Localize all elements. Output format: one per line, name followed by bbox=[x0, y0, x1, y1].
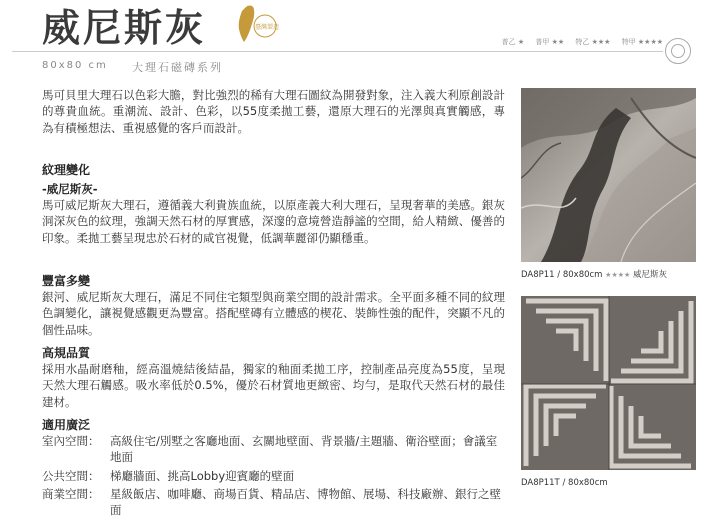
usage-value: 梯廳牆面、挑高Lobby迎賓廳的壁面 bbox=[110, 469, 295, 483]
product-code: DA8P11 bbox=[521, 270, 555, 280]
usage-label: 商業空間： bbox=[42, 487, 100, 501]
caption-marble: DA8P11 / 80x80cm ★★★★ 威尼斯灰 bbox=[521, 270, 667, 280]
intro-paragraph: 馬可貝里大理石以色彩大膽，對比強烈的稀有大理石圖紋為開發對象，注入義大利原創設計的尊貴血統。重潮流、設計、色彩，以55度柔拋工藝，還原大理石的光澤與真實觸感，專為有積極想法、重視感覺的客戶而設計。 bbox=[42, 88, 505, 135]
geometric-tile-photo bbox=[521, 296, 696, 470]
grade-4: 特甲 ★★★★ bbox=[621, 38, 663, 46]
variety-paragraph: 銀河、威尼斯灰大理石，滿足不同住宅類型與商業空間的設計需求。全平面多種不同的紋理色調變化，讓視覺感觀更為豐富。搭配壁磚有立體感的楔花、裝飾性強的配件，突顯不凡的個性品味。 bbox=[42, 290, 505, 337]
marble-tile-photo bbox=[521, 88, 696, 262]
texture-paragraph: 馬可威尼斯灰大理石，遵循義大利貴族血統，以原產義大利大理石，呈現奢華的美感。銀灰洞深灰色的紋理，強調天然石材的厚實感，深邃的意境營造靜謐的空間，給人精緻、優善的印象。柔拋工藝呈現忠於石材的咸官視覺，低調華麗卻仍顯穩重。 bbox=[42, 198, 505, 245]
grade-1: 普乙 ★ bbox=[501, 38, 525, 46]
grade-3: 特乙 ★★★ bbox=[575, 38, 611, 46]
badge-label: 臺灣製造 bbox=[255, 24, 280, 31]
usage-item-public bbox=[42, 468, 505, 484]
usage-item-commercial bbox=[42, 486, 505, 519]
variety-heading: 豐富多變 bbox=[42, 274, 91, 288]
taiwan-made-badge bbox=[232, 3, 280, 45]
product-code: DA8P11T bbox=[521, 478, 560, 488]
product-size: 80x80cm bbox=[562, 270, 603, 280]
usage-label: 室內空間： bbox=[42, 434, 100, 448]
page-title: 威尼斯灰 bbox=[42, 5, 207, 50]
grade-legend bbox=[493, 37, 663, 47]
tile-size: 80x80 cm bbox=[42, 60, 108, 71]
grade-2: 普甲 ★★ bbox=[535, 38, 565, 46]
texture-heading: 紋理變化 bbox=[42, 163, 91, 177]
product-size: 80x80cm bbox=[568, 478, 608, 488]
usage-item-indoor bbox=[42, 433, 505, 466]
concentric-circle-icon bbox=[665, 38, 691, 64]
texture-subheading: -威尼斯灰- bbox=[42, 182, 98, 196]
product-name: 威尼斯灰 bbox=[632, 270, 667, 280]
quality-heading: 高規品質 bbox=[42, 346, 91, 360]
grade-stars: ★★★★ bbox=[605, 271, 631, 279]
caption-geometric: DA8P11T / 80x80cm bbox=[521, 478, 608, 488]
product-series: 大理石磁磚系列 bbox=[132, 61, 223, 74]
usage-label: 公共空間： bbox=[42, 469, 100, 483]
quality-paragraph: 採用水晶耐磨釉，經高溫燒結後結晶，獨家的釉面柔拋工序，控制產品亮度為55度，呈現天然大理石觸感。吸水率低於0.5%，優於石材質地更緻密、均勻，是取代天然石材的最佳建材。 bbox=[42, 362, 505, 409]
usage-heading: 適用廣泛 bbox=[42, 418, 91, 432]
usage-value: 星級飯店、咖啡廳、商場百貨、精品店、博物館、展場、科技廠辦、銀行之壁面 bbox=[110, 487, 501, 518]
header-divider bbox=[12, 51, 663, 52]
usage-value: 高級住宅/別墅之客廳地面、玄關地壁面、背景牆/主題牆、衛浴壁面；會議室地面 bbox=[110, 434, 498, 465]
